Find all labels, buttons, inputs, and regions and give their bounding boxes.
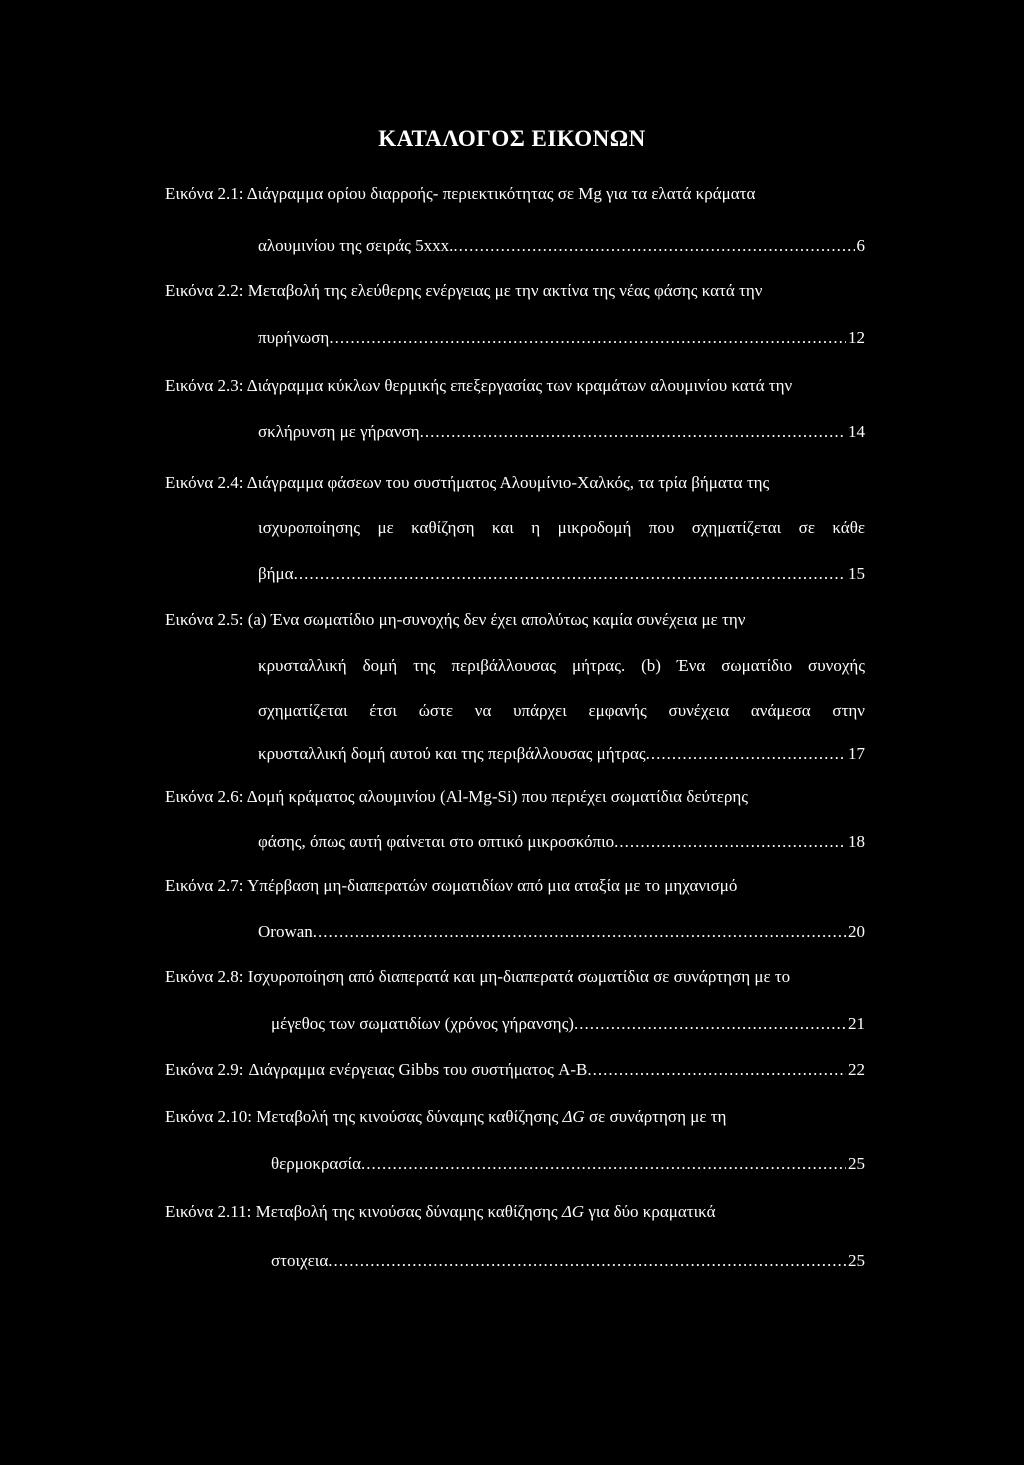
list-entry-2-7-line-1 bbox=[165, 875, 865, 897]
entry-caption-cont: στοιχεια bbox=[271, 1251, 329, 1270]
entry-caption: Διάγραμμα κύκλων θερμικής επεξεργασίας των κραμάτων αλουμινίου κατά την bbox=[246, 376, 793, 395]
list-entry-2-11-line-1 bbox=[165, 1201, 865, 1223]
entry-caption-cont: πυρήνωση bbox=[258, 328, 330, 347]
list-entry-2-3-line-1 bbox=[165, 375, 865, 397]
entry-label: Εικόνα 2.2: bbox=[165, 281, 244, 300]
list-entry-2-4-line-1 bbox=[165, 472, 865, 494]
page-number: 17 bbox=[848, 744, 865, 763]
entry-caption: Διάγραμμα ορίου διαρροής- περιεκτικότητας σε Mg για τα ελατά κράματα bbox=[246, 184, 756, 203]
entry-label: Εικόνα 2.4: bbox=[165, 473, 244, 492]
page-number: 20 bbox=[848, 922, 865, 941]
entry-caption: Μεταβολή της κινούσας δύναμης καθίζησης bbox=[256, 1107, 559, 1126]
leader-dots bbox=[361, 1153, 846, 1175]
leader-dots bbox=[420, 421, 846, 443]
entry-caption-cont: αλουμινίου της σειράς 5xxx. bbox=[258, 236, 454, 255]
list-entry-2-6-line-1 bbox=[165, 786, 865, 808]
list-entry-2-2-line-1 bbox=[165, 280, 865, 302]
page-number: 25 bbox=[848, 1251, 865, 1270]
page-number: 15 bbox=[848, 564, 865, 583]
entry-caption-cont: σκλήρυνση με γήρανση bbox=[258, 422, 420, 441]
list-entry-2-5-line-4 bbox=[258, 743, 865, 765]
list-entry-2-8-line-2 bbox=[271, 1013, 865, 1035]
page-number: 25 bbox=[848, 1154, 865, 1173]
page-number: 12 bbox=[848, 328, 865, 347]
list-entry-2-5-line-3: σχηματίζεται έτσι ώστε να υπάρχει εμφανής συνέχεια ανάμεσα στην bbox=[258, 701, 865, 720]
list-entry-2-2-line-2 bbox=[258, 327, 865, 349]
leader-dots bbox=[294, 563, 846, 585]
entry-label: Εικόνα 2.7: bbox=[165, 876, 244, 895]
entry-caption-cont: φάσης, όπως αυτή φαίνεται στο οπτικό μικροσκόπιο bbox=[258, 832, 615, 851]
list-entry-2-3-line-2 bbox=[258, 421, 865, 443]
entry-label: Εικόνα 2.5: bbox=[165, 610, 244, 629]
leader-dots bbox=[587, 1059, 846, 1081]
leader-dots bbox=[574, 1013, 846, 1035]
entry-caption: Δομή κράματος αλουμινίου (Al-Mg-Si) που περιέχει σωματίδια δεύτερης bbox=[246, 787, 748, 806]
list-entry-2-1-line-1 bbox=[165, 183, 865, 205]
leader-dots bbox=[328, 1250, 846, 1272]
entry-label: Εικόνα 2.1: bbox=[165, 184, 244, 203]
entry-caption: Υπέρβαση μη-διαπερατών σωματιδίων από μια αταξία με το μηχανισμό bbox=[247, 876, 738, 895]
leader-dots bbox=[614, 831, 846, 853]
delta-g-symbol: ΔG bbox=[562, 1107, 585, 1126]
list-entry-2-9-line-1 bbox=[165, 1059, 865, 1081]
entry-caption-cont: κρυσταλλική δομή αυτού και της περιβάλλουσας μήτρας bbox=[258, 744, 646, 763]
leader-dots bbox=[453, 235, 854, 257]
entry-caption: Διάγραμμα φάσεων του συστήματος Αλουμίνιο-Χαλκός, τα τρία βήματα της bbox=[246, 473, 770, 492]
page-number: 6 bbox=[856, 236, 865, 255]
leader-dots bbox=[313, 921, 846, 943]
entry-caption: Διάγραμμα ενέργειας Gibbs του συστήματος A-B bbox=[248, 1060, 588, 1079]
list-entry-2-10-line-1 bbox=[165, 1106, 865, 1128]
leader-dots bbox=[646, 743, 846, 765]
page-number: 18 bbox=[848, 832, 865, 851]
page-number: 21 bbox=[848, 1014, 865, 1033]
entry-caption-cont: Orowan bbox=[258, 922, 313, 941]
page-number: 22 bbox=[848, 1060, 865, 1079]
list-entry-2-4-line-2: ισχυροποίησης με καθίζηση και η μικροδομή που σχηματίζεται σε κάθε bbox=[258, 518, 865, 537]
delta-g-symbol: ΔG bbox=[561, 1202, 585, 1221]
list-entry-2-6-line-2 bbox=[258, 831, 865, 853]
entry-caption: Μεταβολή της ελεύθερης ενέργειας με την ακτίνα της νέας φάσης κατά την bbox=[247, 281, 763, 300]
list-entry-2-4-line-3 bbox=[258, 563, 865, 585]
entry-caption: για δύο κραματικά bbox=[588, 1202, 716, 1221]
list-entry-2-11-line-2 bbox=[271, 1250, 865, 1272]
entry-label: Εικόνα 2.3: bbox=[165, 376, 244, 395]
page-number: 14 bbox=[848, 422, 865, 441]
entry-caption-cont: θερμοκρασία bbox=[271, 1154, 361, 1173]
entry-caption: Μεταβολή της κινούσας δύναμης καθίζησης bbox=[255, 1202, 558, 1221]
entry-caption: (a) Ένα σωματίδιο μη-συνοχής δεν έχει απολύτως καμία συνέχεια με την bbox=[247, 610, 746, 629]
list-entry-2-5-line-1 bbox=[165, 609, 865, 631]
list-entry-2-5-line-2: κρυσταλλική δομή της περιβάλλουσας μήτρας. (b) Ένα σωματίδιο συνοχής bbox=[258, 656, 865, 675]
entry-caption: Ισχυροποίηση από διαπερατά και μη-διαπερατά σωματίδια σε συνάρτηση με το bbox=[247, 967, 791, 986]
entry-label: Εικόνα 2.8: bbox=[165, 967, 244, 986]
list-entry-2-8-line-1 bbox=[165, 966, 865, 988]
entry-caption: σε συνάρτηση με τη bbox=[588, 1107, 727, 1126]
entry-label: Εικόνα 2.10: bbox=[165, 1107, 252, 1126]
list-entry-2-10-line-2 bbox=[271, 1153, 865, 1175]
entry-label: Εικόνα 2.6: bbox=[165, 787, 244, 806]
list-entry-2-1-line-2 bbox=[258, 235, 865, 257]
list-entry-2-7-line-2 bbox=[258, 921, 865, 943]
entry-caption-cont: μέγεθος των σωματιδίων (χρόνος γήρανσης) bbox=[271, 1014, 574, 1033]
leader-dots bbox=[329, 327, 846, 349]
entry-label: Εικόνα 2.9: bbox=[165, 1060, 244, 1079]
page-title: ΚΑΤΑΛΟΓΟΣ ΕΙΚΟΝΩΝ bbox=[378, 126, 646, 151]
entry-label: Εικόνα 2.11: bbox=[165, 1202, 252, 1221]
entry-caption-cont: βήμα bbox=[258, 564, 294, 583]
